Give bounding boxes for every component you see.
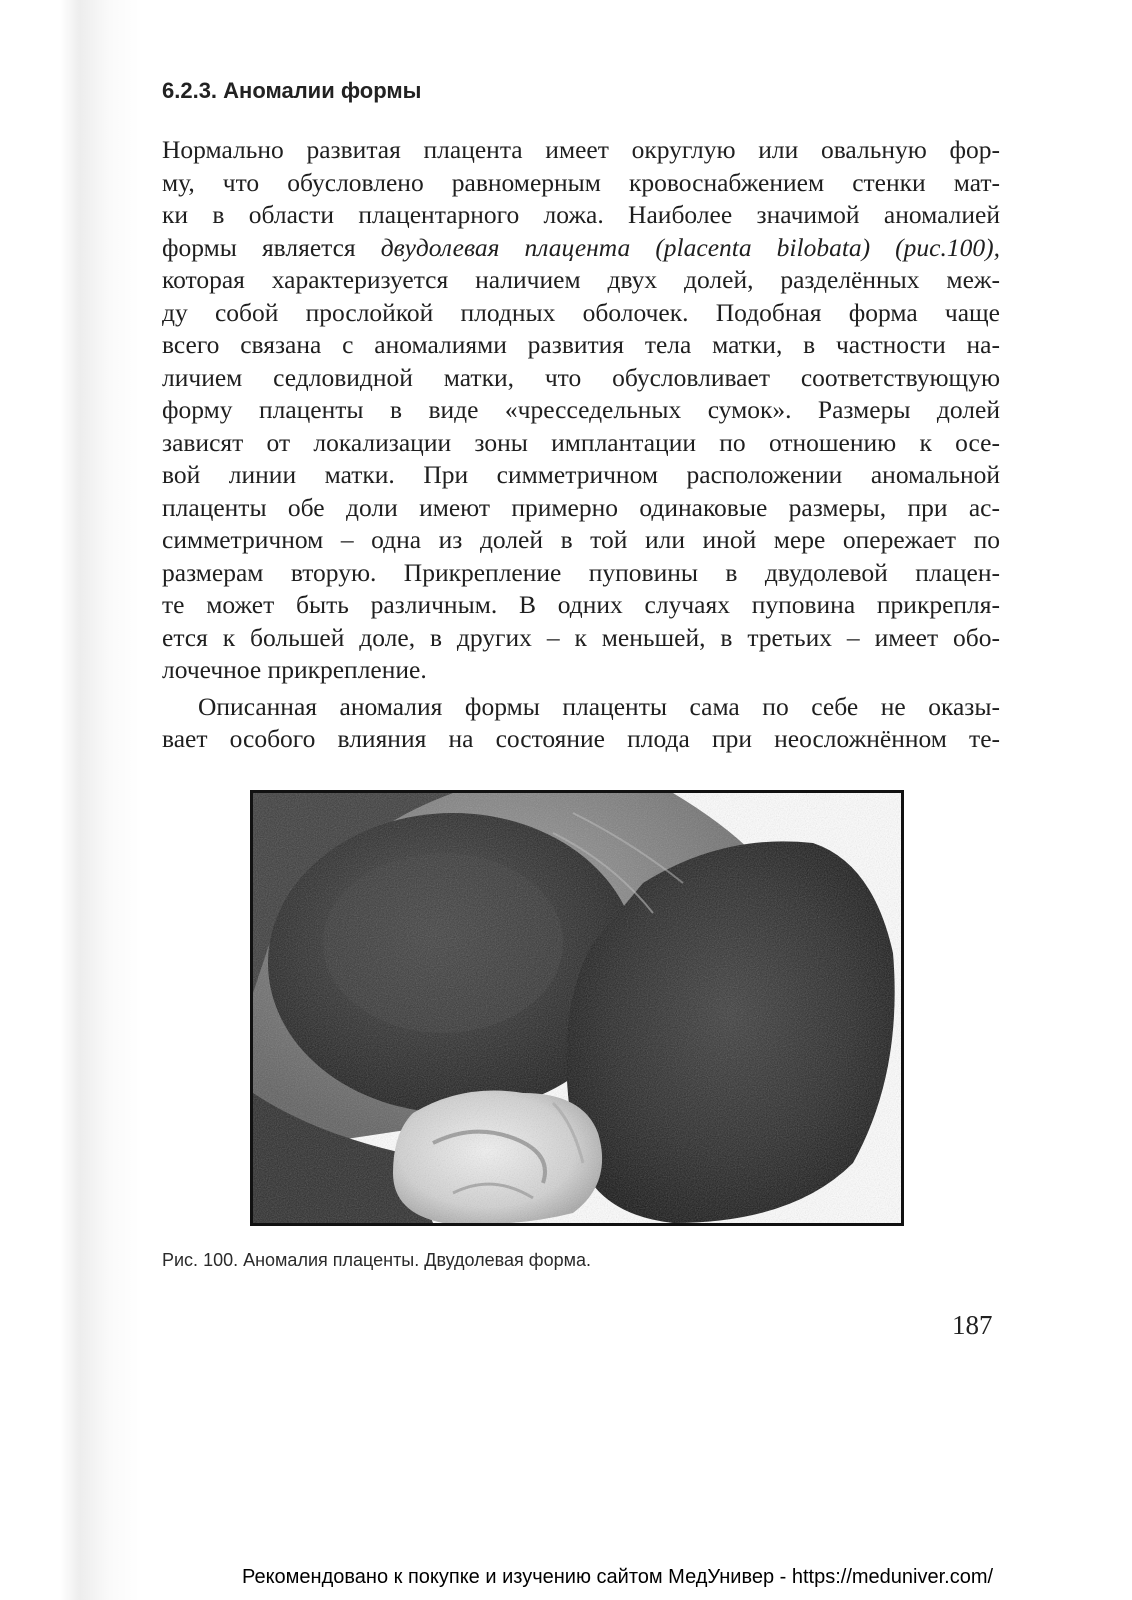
text-line: размерам вторую. Прикрепление пуповины в двудолевой плацен- xyxy=(162,557,1000,587)
text-line: ется к большей доле, в других – к меньшей, в третьих – имеет обо- xyxy=(162,622,1000,652)
text-line: лочечное прикрепление. xyxy=(162,655,427,684)
text-line: плаценты обе доли имеют примерно одинаковые размеры, при ас- xyxy=(162,492,1000,522)
text-line: Описанная аномалия формы плаценты сама по себе не оказы- xyxy=(198,691,1000,721)
text-line: форму плаценты в виде «чресседельных сумок». Размеры долей xyxy=(162,395,1000,424)
placenta-photo-image xyxy=(253,793,901,1223)
text-line: симметричном – одна из долей в той или иной мере опережает по xyxy=(162,525,1000,554)
paragraph-2 xyxy=(162,691,1000,756)
text-line: те может быть различным. В одних случаях пуповина прикрепля- xyxy=(162,590,1000,619)
placenta-photo xyxy=(250,790,904,1226)
text-line: личием седловидной матки, что обусловливает соответствующую xyxy=(162,362,1000,392)
body-text xyxy=(162,134,1000,756)
text-line: всего связана с аномалиями развития тела матки, в частности на- xyxy=(162,330,1000,359)
text-line: вой линии матки. При симметричном расположении аномальной xyxy=(162,460,1000,489)
figure-caption: Рис. 100. Аномалия плаценты. Двудолевая форма. xyxy=(162,1250,591,1270)
text-line: зависят от локализации зоны имплантации по отношению к осе- xyxy=(162,427,1000,457)
footer-watermark: Рекомендовано к покупке и изучению сайтом МедУнивер - https://meduniver.com/ xyxy=(242,1566,994,1588)
text-line: вает особого влияния на состояние плода при неосложнённом те- xyxy=(162,724,1000,753)
italic-term: двудолевая плацента (placenta bilobata) (рис.100), xyxy=(380,232,1000,262)
text-line: ки в области плацентарного ложа. Наиболее значимой аномалией xyxy=(162,200,1000,229)
text-line: ду собой прослойкой плодных оболочек. Подобная форма чаще xyxy=(162,297,1000,327)
text-line: му, что обусловлено равномерным кровоснабжением стенки мат- xyxy=(162,167,1000,197)
text-line-with-term xyxy=(162,232,1000,265)
text-line: Нормально развитая плацента имеет округлую или овальную фор- xyxy=(162,135,1000,164)
section-heading: 6.2.3. Аномалии формы xyxy=(162,78,422,103)
text-line: которая характеризуется наличием двух долей, разделённых меж- xyxy=(162,265,1000,294)
text-fragment: формы является xyxy=(162,232,381,262)
page-number: 187 xyxy=(952,1310,993,1340)
